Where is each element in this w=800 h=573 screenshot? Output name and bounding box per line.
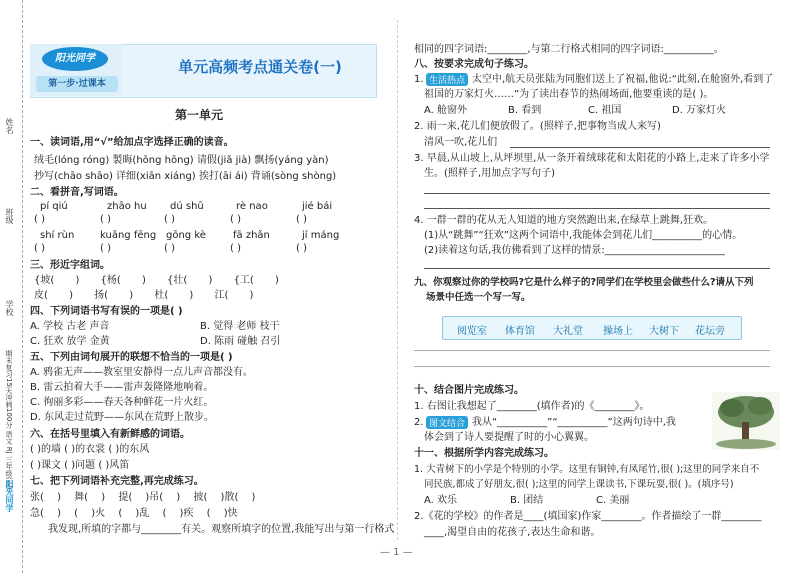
paren-1-1: ( ) — [34, 214, 45, 225]
school-label: 学校 — [5, 300, 14, 316]
s5-title: 五、下列由词句展开的联想不恰当的一项是( ) — [30, 352, 233, 363]
chip-gym: 体育馆 — [505, 326, 535, 337]
s8-title: 八、按要求完成句子练习。 — [414, 59, 534, 70]
chip-playground: 操场上 — [603, 326, 633, 337]
s8-q3: 3. 早晨,从山坡上,从坪坝里,从一条开着绒球花和太阳花的小路上,走来了许多小学 — [414, 153, 770, 164]
paren-2-2: ( ) — [100, 243, 111, 254]
series-label: 期末复习15天冲刺100分 语文 RJ 三年级(上) — [5, 350, 13, 490]
s8-q1-c: C. 祖国 — [588, 105, 622, 116]
s8-q4b: (2)读着这句话,我仿佛看到了这样的情景:________________________ — [424, 245, 725, 256]
s1-title: 一、读词语,用“√”给加点字选择正确的读音。 — [30, 137, 234, 148]
chip-big-tree: 大树下 — [649, 326, 679, 337]
s4-d: D. 陈雨 碰触 召引 — [200, 336, 281, 347]
s8-q1b: 祖国的万家灯火……”为了读出春节的热闹场面,他要重读的是( )。 — [424, 89, 714, 100]
pinyin-2-5: jí máng — [302, 230, 340, 241]
s7-title: 七、把下列词语补充完整,再完成练习。 — [30, 476, 204, 487]
s11-q1-a: A. 欢乐 — [424, 495, 458, 506]
s8-q1-num: 1. — [414, 74, 424, 85]
s9-line1[interactable] — [414, 350, 770, 351]
s9-line2[interactable] — [414, 366, 770, 367]
tree-picture — [712, 392, 780, 450]
pinyin-1-4: rè nao — [236, 201, 268, 212]
s8-q1-tag: 生活热点 — [426, 73, 468, 86]
s11-q2b: ____,渴望自由的花孩子,表达生命和谐。 — [424, 527, 601, 538]
s8-q2: 2. 雨一来,花儿们便放假了。(照样子,把事物当成人来写) — [414, 121, 661, 132]
s8-q2b: 清风一吹,花儿们 — [424, 137, 498, 148]
s7-row1: 张( ) 舞( ) 提( )吊( ) 披( )散( ) — [30, 492, 256, 503]
s10-title: 十、结合图片完成练习。 — [414, 385, 524, 396]
name-label: 姓名 — [5, 118, 14, 134]
paren-2-3: ( ) — [164, 243, 175, 254]
s9-title: 九、你观察过你的学校吗?它是什么样子的?同学们在学校里会做些什么?请从下列 — [414, 277, 754, 288]
s8-q4-line[interactable] — [424, 268, 770, 269]
s5-d: D. 东风走过荒野——东风在荒野上散步。 — [30, 412, 215, 423]
s8-q4a: (1)从“跳舞”“狂欢”这两个词语中,我能体会到花儿们__________的心情。 — [424, 230, 743, 241]
s11-q1b: 同民族,都成了好朋友,很( );这里的同学上课读书,下课玩耍,很( )。(填序号) — [424, 479, 734, 490]
brand-logo: 阳光同学 — [42, 47, 108, 71]
s3-row1: {坡( ) {杨( ) {壮( ) {工( ) — [34, 275, 279, 286]
chip-reading-room: 阅览室 — [457, 326, 487, 337]
s11-q2: 2.《花的学校》的作者是____(填国家)作家________。作者描绘了一群________ — [414, 511, 762, 522]
s10-q2-tag: 图文结合 — [426, 416, 468, 429]
paren-1-5: ( ) — [296, 214, 307, 225]
paren-1-2: ( ) — [100, 214, 111, 225]
step-label: 第一步·过课本 — [36, 76, 118, 92]
s4-c: C. 狂欢 放学 金黄 — [30, 336, 110, 347]
s8-q3-line2[interactable] — [424, 208, 770, 209]
chip-flowerbed: 花坛旁 — [695, 326, 725, 337]
s11-q1: 1. 大青树下的小学是个特别的小学。这里有铜钟,有凤尾竹,很( );这里的同学来自不 — [414, 464, 760, 475]
s11-q1-b: B. 团结 — [510, 495, 544, 506]
s11-q1-c: C. 美丽 — [596, 495, 630, 506]
s10-q2-num: 2. — [414, 417, 424, 428]
brand-label: 阳光同学 — [5, 480, 14, 512]
unit-title: 第一单元 — [175, 108, 224, 122]
pinyin-1-5: jié bái — [302, 201, 333, 212]
pinyin-2-1: shí rùn — [40, 230, 75, 241]
s8-q2-line[interactable] — [510, 147, 770, 148]
s5-b: B. 雷云拍着大手——雷声轰隆隆地响着。 — [30, 382, 214, 393]
pinyin-2-2: kuǎng fēng — [100, 230, 157, 241]
paren-2-1: ( ) — [34, 243, 45, 254]
s2-title: 二、看拼音,写词语。 — [30, 187, 124, 198]
r-top1: 相同的四字词语:________,与第二行格式相同的四字词语:__________。 — [414, 44, 724, 55]
column-divider — [397, 20, 398, 540]
s9-title2: 场景中任选一个写一写。 — [426, 292, 531, 303]
s4-a: A. 学校 古老 声音 — [30, 321, 110, 332]
s7-row2: 急( ) ( )火 ( )乱 ( )疾 ( )快 — [30, 508, 238, 519]
s8-q4: 4. 一群一群的花从无人知道的地方突然跑出来,在绿草上跳舞,狂欢。 — [414, 215, 714, 226]
s6-row2: ( )课文 ( )问题 ( )风笛 — [30, 460, 130, 471]
s8-q1-a: A. 舱窗外 — [424, 105, 468, 116]
s3-row2: 皮( ) 扬( ) 杜( ) 江( ) — [34, 290, 254, 301]
s4-title: 四、下列词语书写有误的一项是( ) — [30, 306, 183, 317]
pinyin-2-3: gōng kè — [166, 230, 206, 241]
pinyin-1-3: dú shū — [170, 201, 204, 212]
paren-1-3: ( ) — [164, 214, 175, 225]
s6-row1: ( )的墙 ( )的衣裳 ( )的东风 — [30, 444, 150, 455]
s1-row1: 绒毛(lóng róng) 製晦(hōng hōng) 请假(jiǎ jià) 飘扬(yáng yàn) — [34, 155, 329, 166]
chip-auditorium: 大礼堂 — [553, 326, 583, 337]
s5-a: A. 鸦雀无声——教室里安静得一点儿声音都没有。 — [30, 367, 254, 378]
s10-q2: 我从“__________”“__________”这两句诗中,我 — [472, 417, 676, 428]
s7-p1: 我发现,所填的字都与________有关。观察所填字的位置,我能写出与第一行格式 — [48, 524, 395, 535]
s8-q3-line1[interactable] — [424, 193, 770, 194]
s5-c: C. 徇丽多彩——春天各种鲜花一片火红。 — [30, 397, 214, 408]
s6-title: 六、在括号里填入有新鲜感的词语。 — [30, 429, 190, 440]
paren-2-5: ( ) — [296, 243, 307, 254]
s3-title: 三、形近字组词。 — [30, 260, 110, 271]
s10-q2b: 体会到了诗人要提醒了时的小心翼翼。 — [424, 432, 594, 443]
s8-q1: 太空中,航天员张陆为同胞们送上了祝福,他说:“此刻,在舱窗外,看到了 — [472, 74, 774, 85]
paren-1-4: ( ) — [230, 214, 241, 225]
s8-q1-d: D. 万家灯火 — [672, 105, 727, 116]
s8-q3b: 生。(照样子,用加点字写句子) — [424, 168, 555, 179]
s1-row2: 抄写(chāo shāo) 详细(xiān xiáng) 挨打(āi ái) 背诵(sòng shòng) — [34, 171, 337, 182]
s8-q1-b: B. 看到 — [508, 105, 542, 116]
class-label: 班级 — [5, 208, 14, 224]
pinyin-2-4: fā zhǎn — [233, 230, 270, 241]
scene-options — [442, 316, 742, 340]
paren-2-4: ( ) — [230, 243, 241, 254]
pinyin-1-1: pí qiú — [40, 201, 68, 212]
pinyin-1-2: zhāo hu — [107, 201, 147, 212]
page-title: 单元高频考点通关卷(一) — [178, 58, 342, 76]
s4-b: B. 觉得 老师 枝干 — [200, 321, 280, 332]
s11-title: 十一、根据所学内容完成练习。 — [414, 448, 554, 459]
page-number: — 1 — — [380, 547, 413, 558]
s10-q1: 1. 右图让我想起了________(填作者)的《________》。 — [414, 401, 650, 412]
